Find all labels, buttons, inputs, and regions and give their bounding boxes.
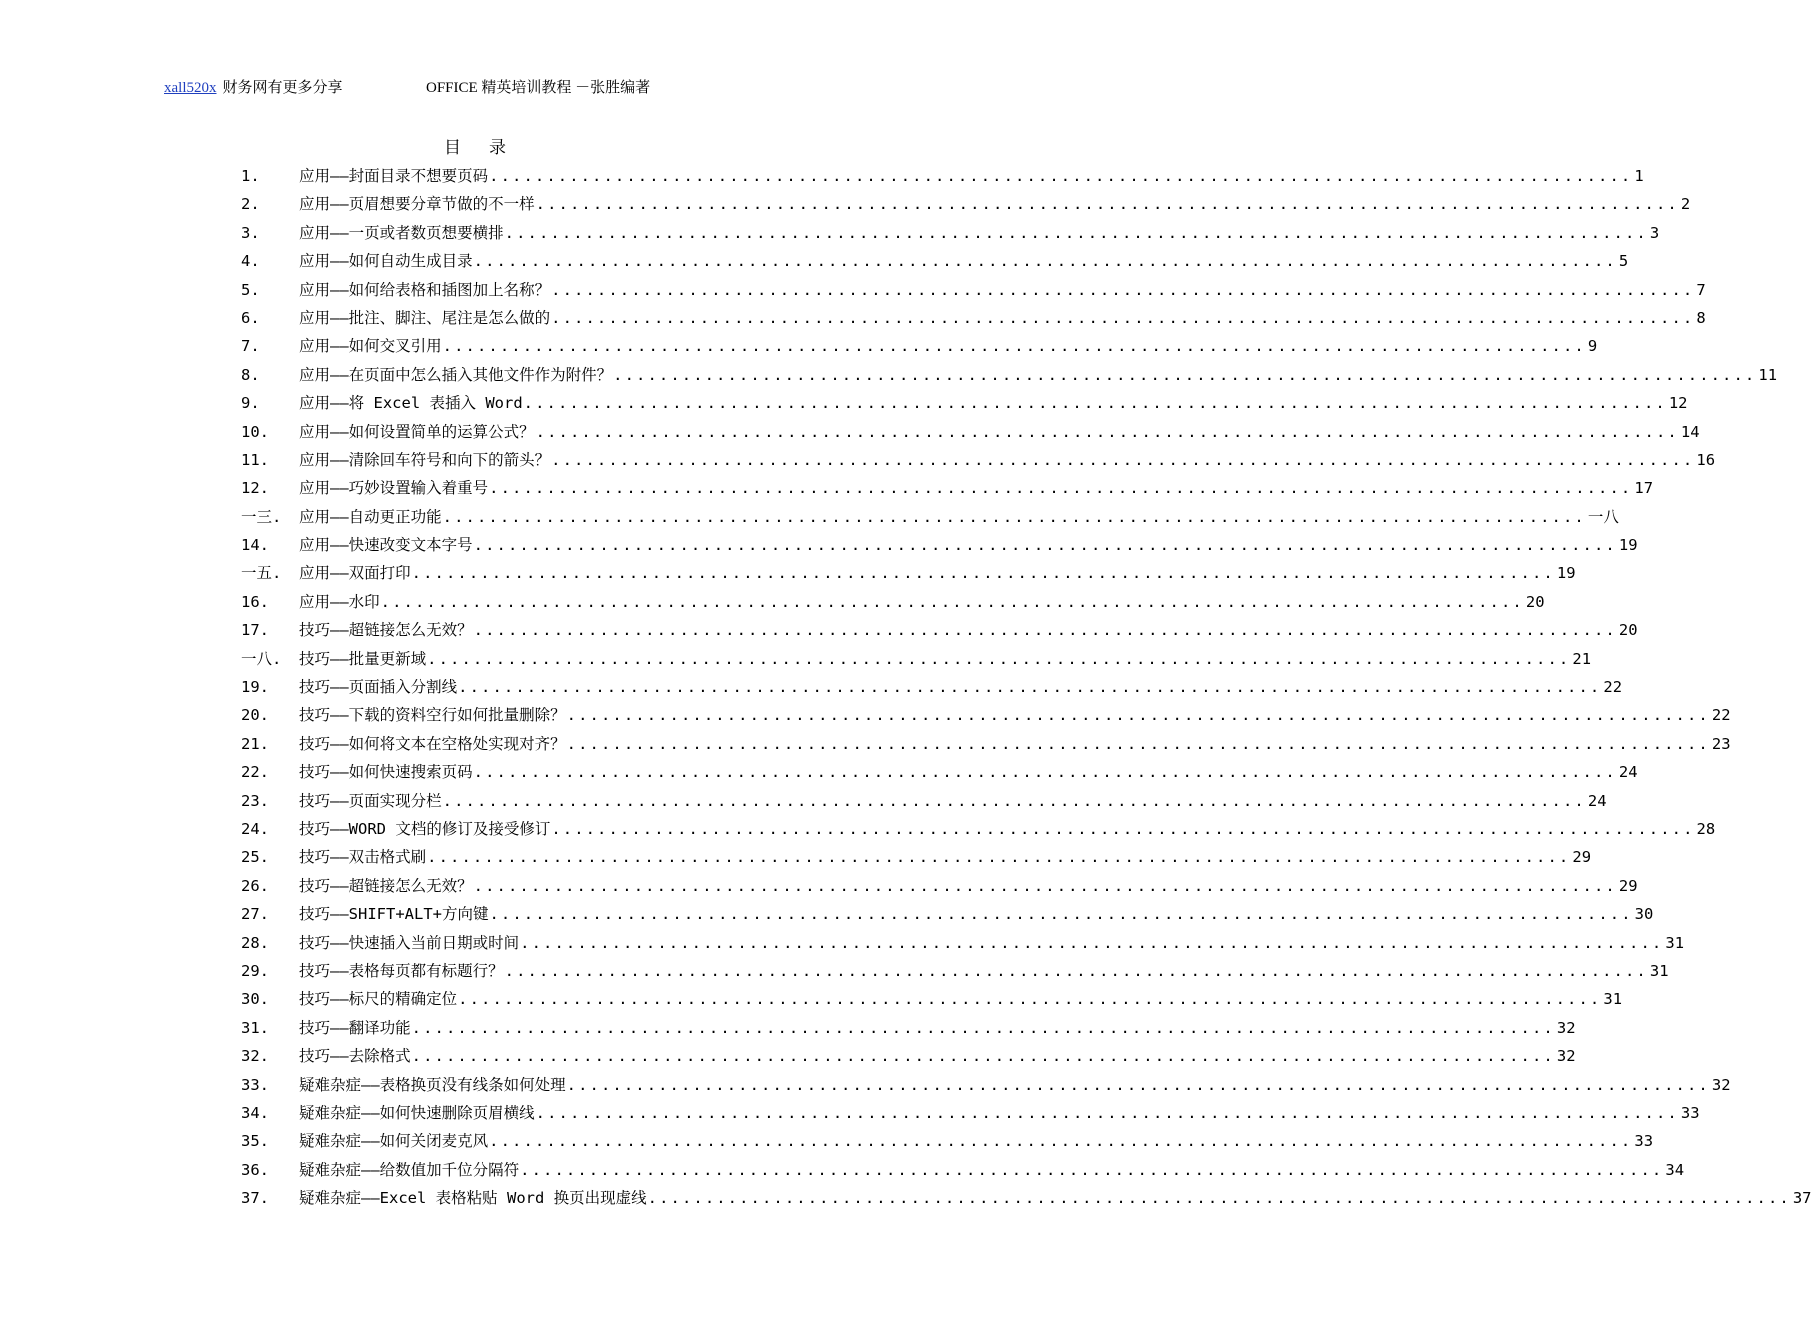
toc-dot-leader: .................................................................................................... bbox=[489, 905, 1633, 924]
toc-entry[interactable] bbox=[241, 446, 1716, 474]
toc-entry-title: 应用——双面打印 bbox=[299, 564, 411, 583]
toc-entry-title: 应用——在页面中怎么插入其他文件作为附件？ bbox=[299, 365, 613, 384]
toc-entry-number: 25. bbox=[241, 848, 269, 867]
toc-entry-title: 应用——封面目录不想要页码 bbox=[299, 167, 489, 185]
toc-entry-title: 疑难杂症——给数值加千位分隔符 bbox=[299, 1160, 520, 1179]
toc-entry[interactable] bbox=[241, 588, 1545, 616]
toc-entry-title: 应用——如何自动生成目录 bbox=[299, 252, 473, 271]
toc-dot-leader: .................................................................................................... bbox=[566, 1075, 1710, 1094]
toc-entry-number: 32. bbox=[241, 1047, 269, 1066]
toc-entry-title: 应用——巧妙设置输入着重号 bbox=[299, 479, 489, 498]
toc-heading: 目录 bbox=[444, 138, 534, 158]
toc-entry[interactable] bbox=[241, 1014, 1576, 1042]
toc-entry-title: 技巧——双击格式刷 bbox=[299, 848, 427, 867]
toc-entry-number: 1. bbox=[241, 167, 260, 185]
toc-dot-leader: .................................................................................................... bbox=[489, 1132, 1633, 1151]
toc-entry-number: 23. bbox=[241, 791, 269, 810]
toc-dot-leader: .................................................................................................... bbox=[489, 167, 1633, 185]
toc-dot-leader: .................................................................................................... bbox=[535, 422, 1679, 441]
toc-entry[interactable] bbox=[241, 559, 1576, 587]
toc-dot-leader: .................................................................................................... bbox=[458, 990, 1602, 1009]
toc-entry-number: 21. bbox=[241, 734, 269, 753]
header-course-title: OFFICE 精英培训教程 －张胜编著 bbox=[426, 80, 651, 96]
toc-dot-leader: .................................................................................................... bbox=[551, 819, 1695, 838]
toc-dot-leader: .................................................................................................... bbox=[551, 450, 1695, 469]
toc-entry-page: 32 bbox=[1556, 1047, 1576, 1066]
toc-entry[interactable] bbox=[241, 872, 1638, 900]
toc-entry-page: 11 bbox=[1758, 365, 1778, 384]
toc-entry-title: 技巧——标尺的精确定位 bbox=[299, 990, 458, 1009]
toc-entry[interactable] bbox=[241, 418, 1700, 446]
toc-dot-leader: .................................................................................................... bbox=[520, 1160, 1664, 1179]
toc-entry[interactable] bbox=[241, 276, 1706, 304]
toc-entry-title: 技巧——批量更新域 bbox=[299, 649, 427, 668]
toc-entry-page: 7 bbox=[1696, 280, 1706, 299]
toc-entry[interactable] bbox=[241, 616, 1638, 644]
header-site-text: 财务网有更多分享 bbox=[222, 80, 343, 96]
toc-dot-leader: .................................................................................................... bbox=[411, 1047, 1555, 1066]
toc-entry-title: 技巧——下载的资料空行如何批量删除？ bbox=[299, 706, 566, 725]
toc-entry-page: 33 bbox=[1680, 1103, 1700, 1122]
toc-entry[interactable] bbox=[241, 1071, 1731, 1099]
toc-entry-page: 22 bbox=[1711, 706, 1731, 725]
toc-entry-title: 技巧——快速插入当前日期或时间 bbox=[299, 933, 520, 952]
toc-entry-number: 12. bbox=[241, 479, 269, 498]
toc-entry-title: 技巧——超链接怎么无效？ bbox=[299, 621, 473, 640]
toc-entry-title: 技巧——表格每页都有标题行？ bbox=[299, 961, 504, 980]
toc-dot-leader: .................................................................................................... bbox=[566, 706, 1710, 725]
toc-entry-number: 5. bbox=[241, 280, 260, 299]
page-header bbox=[164, 78, 864, 98]
toc-entry[interactable] bbox=[241, 900, 1654, 928]
toc-entry-title: 应用——一页或者数页想要横排 bbox=[299, 223, 504, 242]
toc-entry-title: 技巧——SHIFT+ALT+方向键 bbox=[299, 905, 489, 924]
toc-entry-title: 疑难杂症——如何快速删除页眉横线 bbox=[299, 1103, 535, 1122]
toc-entry[interactable] bbox=[241, 957, 1669, 985]
toc-entry-title: 应用——批注、脚注、尾注是怎么做的 bbox=[299, 308, 551, 327]
toc-entry-number: 16. bbox=[241, 592, 269, 611]
toc-entry-number: 3. bbox=[241, 223, 260, 242]
toc-dot-leader: .................................................................................................... bbox=[473, 763, 1617, 782]
toc-dot-leader: .................................................................................................... bbox=[427, 649, 1571, 668]
toc-entry[interactable] bbox=[241, 1184, 1812, 1212]
toc-dot-leader: .................................................................................................... bbox=[442, 337, 1586, 356]
toc-entry-page: 16 bbox=[1696, 450, 1716, 469]
toc-entry[interactable] bbox=[241, 247, 1629, 275]
toc-entry-number: 6. bbox=[241, 308, 260, 327]
toc-entry[interactable] bbox=[241, 474, 1654, 502]
toc-entry[interactable] bbox=[241, 389, 1688, 417]
toc-entry-title: 技巧——页面插入分割线 bbox=[299, 678, 458, 697]
toc-dot-leader: .................................................................................................... bbox=[380, 592, 1524, 611]
toc-dot-leader: .................................................................................................... bbox=[647, 1189, 1791, 1208]
toc-entry[interactable] bbox=[241, 701, 1731, 729]
toc-entry-number: 28. bbox=[241, 933, 269, 952]
toc-entry-page: 34 bbox=[1665, 1160, 1685, 1179]
toc-entry-page: 8 bbox=[1696, 308, 1706, 327]
toc-entry-number: 22. bbox=[241, 763, 269, 782]
toc-dot-leader: .................................................................................................... bbox=[566, 734, 1710, 753]
toc-entry-page: 21 bbox=[1572, 649, 1592, 668]
toc-entry-number: 26. bbox=[241, 876, 269, 895]
toc-entry-title: 技巧——如何快速搜索页码 bbox=[299, 763, 473, 782]
toc-dot-leader: .................................................................................................... bbox=[473, 876, 1617, 895]
toc-entry-number: 7. bbox=[241, 337, 260, 356]
toc-entry-page: 3 bbox=[1649, 223, 1660, 242]
toc-dot-leader: .................................................................................................... bbox=[473, 536, 1617, 555]
toc-entry-number: 24. bbox=[241, 819, 269, 838]
toc-entry-number: 11. bbox=[241, 450, 269, 469]
toc-dot-leader: .................................................................................................... bbox=[442, 507, 1586, 526]
toc-entry-page: 24 bbox=[1618, 763, 1638, 782]
toc-entry-page: 28 bbox=[1696, 819, 1716, 838]
toc-entry-number: 4. bbox=[241, 252, 260, 271]
toc-entry-page: 12 bbox=[1668, 394, 1688, 413]
toc-entry-number: 一五. bbox=[241, 564, 282, 583]
toc-entry-number: 9. bbox=[241, 394, 260, 413]
toc-entry-number: 37. bbox=[241, 1189, 269, 1208]
toc-dot-leader: .................................................................................................... bbox=[411, 564, 1555, 583]
toc-entry-number: 20. bbox=[241, 706, 269, 725]
toc-entry[interactable] bbox=[241, 162, 1644, 190]
toc-entry-page: 29 bbox=[1572, 848, 1592, 867]
toc-entry-page: 20 bbox=[1618, 621, 1638, 640]
toc-entry[interactable] bbox=[241, 304, 1706, 332]
toc-entry[interactable] bbox=[241, 815, 1716, 843]
toc-entry[interactable] bbox=[241, 730, 1731, 758]
toc-entry-number: 10. bbox=[241, 422, 269, 441]
toc-dot-leader: .................................................................................................... bbox=[551, 308, 1695, 327]
toc-entry[interactable] bbox=[241, 1099, 1700, 1127]
toc-entry-number: 30. bbox=[241, 990, 269, 1009]
toc-entry-title: 疑难杂症——Excel 表格粘贴 Word 换页出现虚线 bbox=[299, 1189, 647, 1208]
toc-entry-number: 33. bbox=[241, 1075, 269, 1094]
toc-entry[interactable] bbox=[241, 929, 1685, 957]
toc-entry-title: 应用——将 Excel 表插入 Word bbox=[299, 394, 523, 413]
toc-dot-leader: .................................................................................................... bbox=[504, 961, 1648, 980]
toc-entry-title: 应用——快速改变文本字号 bbox=[299, 536, 473, 555]
toc-entry-title: 疑难杂症——如何关闭麦克风 bbox=[299, 1132, 489, 1151]
toc-entry-page: 19 bbox=[1618, 536, 1638, 555]
toc-dot-leader: .................................................................................................... bbox=[504, 223, 1648, 242]
toc-entry-number: 34. bbox=[241, 1103, 269, 1122]
toc-entry-number: 2. bbox=[241, 195, 260, 214]
toc-entry-page: 1 bbox=[1634, 167, 1644, 185]
toc-entry[interactable] bbox=[241, 219, 1660, 247]
toc-entry-page: 30 bbox=[1634, 905, 1654, 924]
toc-entry-title: 技巧——WORD 文档的修订及接受修订 bbox=[299, 819, 551, 838]
toc-entry-page: 31 bbox=[1603, 990, 1623, 1009]
toc-entry-number: 17. bbox=[241, 621, 269, 640]
toc-entry-title: 应用——水印 bbox=[299, 592, 380, 611]
toc-entry-page: 29 bbox=[1618, 876, 1638, 895]
toc-entry-page: 9 bbox=[1587, 337, 1598, 356]
toc-entry-title: 疑难杂症——表格换页没有线条如何处理 bbox=[299, 1075, 566, 1094]
toc-dot-leader: .................................................................................................... bbox=[551, 280, 1695, 299]
toc-entry-number: 31. bbox=[241, 1018, 269, 1037]
toc-entry-title: 应用——如何交叉引用 bbox=[299, 337, 442, 356]
toc-entry-page: 31 bbox=[1665, 933, 1685, 952]
toc-entry-number: 35. bbox=[241, 1132, 269, 1151]
toc-entry[interactable] bbox=[241, 758, 1638, 786]
toc-dot-leader: .................................................................................................... bbox=[411, 1018, 1555, 1037]
toc-entry[interactable] bbox=[241, 673, 1623, 701]
toc-entry[interactable] bbox=[241, 1156, 1685, 1184]
toc-entry-title: 应用——页眉想要分章节做的不一样 bbox=[299, 195, 535, 214]
toc-entry-title: 应用——自动更正功能 bbox=[299, 507, 442, 526]
toc-entry-title: 技巧——如何将文本在空格处实现对齐？ bbox=[299, 734, 566, 753]
toc-entry-page: 22 bbox=[1603, 678, 1623, 697]
toc-dot-leader: .................................................................................................... bbox=[535, 195, 1679, 214]
toc-entry-number: 27. bbox=[241, 905, 269, 924]
toc-entry[interactable] bbox=[241, 503, 1619, 531]
toc-entry-title: 应用——清除回车符号和向下的箭头？ bbox=[299, 450, 551, 469]
toc-entry-page: 20 bbox=[1525, 592, 1545, 611]
toc-entry-title: 应用——如何给表格和插图加上名称？ bbox=[299, 280, 551, 299]
toc-entry[interactable] bbox=[241, 361, 1778, 389]
toc-entry-title: 技巧——翻译功能 bbox=[299, 1018, 411, 1037]
toc-entry-page: 33 bbox=[1634, 1132, 1654, 1151]
table-of-contents bbox=[241, 162, 1812, 1212]
toc-entry[interactable] bbox=[241, 1127, 1654, 1155]
toc-entry-number: 一三. bbox=[241, 507, 282, 526]
toc-entry-page: 37 bbox=[1792, 1189, 1812, 1208]
toc-entry-number: 14. bbox=[241, 536, 269, 555]
toc-entry-page: 24 bbox=[1587, 791, 1607, 810]
toc-entry-page: 一八 bbox=[1587, 507, 1619, 526]
toc-entry-page: 14 bbox=[1680, 422, 1700, 441]
toc-entry-page: 5 bbox=[1618, 252, 1629, 271]
toc-entry[interactable] bbox=[241, 332, 1598, 360]
toc-entry-title: 技巧——去除格式 bbox=[299, 1047, 411, 1066]
toc-entry-title: 技巧——页面实现分栏 bbox=[299, 791, 442, 810]
site-link[interactable]: xall520x bbox=[164, 80, 217, 96]
toc-dot-leader: .................................................................................................... bbox=[473, 252, 1617, 271]
toc-entry-number: 36. bbox=[241, 1160, 269, 1179]
toc-entry-page: 32 bbox=[1556, 1018, 1576, 1037]
toc-entry-page: 23 bbox=[1711, 734, 1731, 753]
toc-entry-page: 19 bbox=[1556, 564, 1576, 583]
toc-entry-number: 一八. bbox=[241, 649, 282, 668]
toc-entry[interactable] bbox=[241, 190, 1691, 218]
toc-entry-number: 8. bbox=[241, 365, 260, 384]
toc-dot-leader: .................................................................................................... bbox=[520, 933, 1664, 952]
toc-dot-leader: .................................................................................................... bbox=[427, 848, 1571, 867]
toc-entry[interactable] bbox=[241, 985, 1623, 1013]
toc-entry-number: 19. bbox=[241, 678, 269, 697]
toc-entry[interactable] bbox=[241, 531, 1638, 559]
toc-entry-title: 技巧——超链接怎么无效？ bbox=[299, 876, 473, 895]
toc-entry-number: 29. bbox=[241, 961, 269, 980]
toc-entry-page: 17 bbox=[1634, 479, 1654, 498]
toc-entry[interactable] bbox=[241, 645, 1592, 673]
toc-dot-leader: .................................................................................................... bbox=[442, 791, 1586, 810]
toc-dot-leader: .................................................................................................... bbox=[613, 365, 1757, 384]
toc-entry-page: 31 bbox=[1649, 961, 1669, 980]
toc-dot-leader: .................................................................................................... bbox=[489, 479, 1633, 498]
toc-dot-leader: .................................................................................................... bbox=[535, 1103, 1679, 1122]
toc-dot-leader: .................................................................................................... bbox=[458, 678, 1602, 697]
toc-entry[interactable] bbox=[241, 843, 1592, 871]
toc-entry-page: 32 bbox=[1711, 1075, 1731, 1094]
toc-dot-leader: .................................................................................................... bbox=[473, 621, 1617, 640]
toc-dot-leader: .................................................................................................... bbox=[523, 394, 1667, 413]
toc-entry-title: 应用——如何设置简单的运算公式？ bbox=[299, 422, 535, 441]
toc-entry[interactable] bbox=[241, 787, 1607, 815]
toc-entry[interactable] bbox=[241, 1042, 1576, 1070]
toc-entry-page: 2 bbox=[1680, 195, 1691, 214]
